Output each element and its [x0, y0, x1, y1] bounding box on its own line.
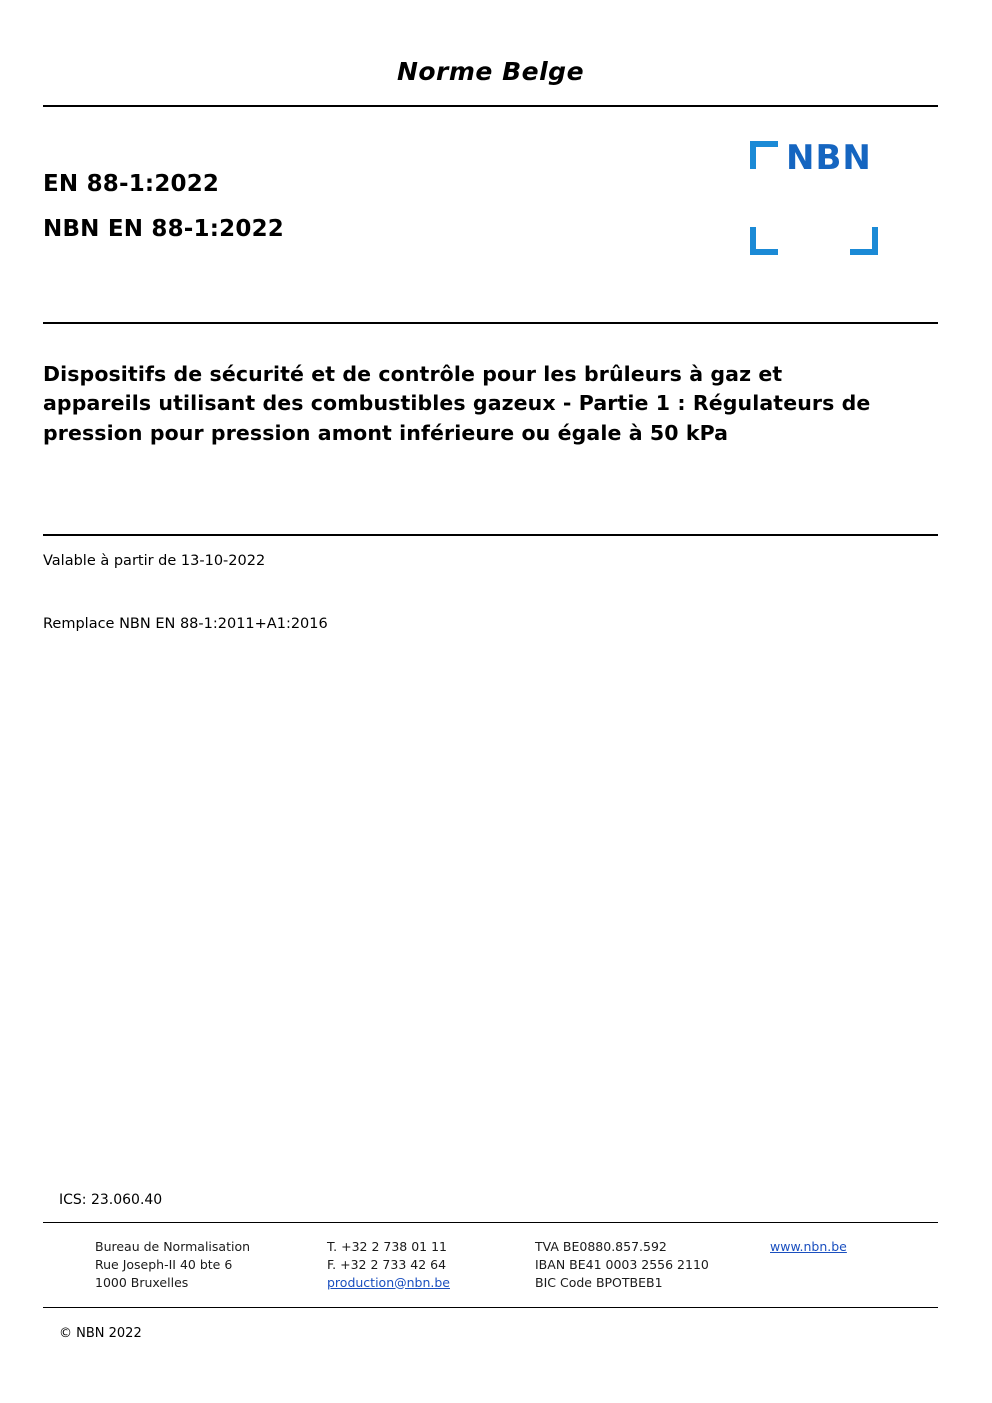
footer-divider	[43, 1307, 938, 1308]
footer-fiscal	[535, 1238, 770, 1291]
footer-fax: F. +32 2 733 42 64	[327, 1256, 447, 1272]
footer-bic: BIC Code BPOTBEB1	[535, 1274, 663, 1290]
footer-address-line3: 1000 Bruxelles	[95, 1274, 189, 1290]
valid-from-text: Valable à partir de 13-10-2022	[43, 552, 266, 569]
en-reference: EN 88-1:2022	[43, 171, 220, 197]
footer-iban: IBAN BE41 0003 2556 2110	[535, 1256, 709, 1272]
nbn-logo	[750, 131, 890, 261]
footer-website-link[interactable]: www.nbn.be	[770, 1239, 847, 1254]
reference-logo-zone	[43, 107, 938, 322]
standard-subject-title: Dispositifs de sécurité et de contrôle pour les brûleurs à gaz et appareils utilisant des combustibles gazeux - Partie 1 : Régulateurs de pression pour pression amont inférieure ou égale à 50 kPa	[43, 362, 871, 445]
nbn-reference: NBN EN 88-1:2022	[43, 216, 284, 242]
replaces-text: Remplace NBN EN 88-1:2011+A1:2016	[43, 615, 328, 632]
logo-corner-bottom-right-icon	[850, 227, 878, 255]
page-content	[43, 0, 938, 1403]
footer-address	[95, 1238, 327, 1291]
document-type-title: Norme Belge	[396, 57, 585, 86]
logo-corner-bottom-left-icon	[750, 227, 778, 255]
copyright-text: © NBN 2022	[59, 1326, 142, 1341]
footer-website	[770, 1238, 890, 1291]
footer-email-link[interactable]: production@nbn.be	[327, 1274, 450, 1290]
footer-address-line1: Bureau de Normalisation	[95, 1239, 251, 1254]
footer-contact	[327, 1238, 535, 1291]
footer-phone: T. +32 2 738 01 11	[327, 1239, 447, 1254]
validity-block	[43, 536, 938, 632]
logo-corner-top-left-icon	[750, 141, 778, 169]
footer-columns	[43, 1238, 938, 1291]
ics-code: ICS: 23.060.40	[59, 1192, 163, 1208]
logo-wordmark: NBN	[786, 138, 872, 178]
page-footer	[43, 1238, 938, 1291]
reference-block	[43, 171, 284, 261]
ics-divider	[43, 1222, 938, 1223]
footer-address-line2: Rue Joseph-II 40 bte 6	[95, 1256, 233, 1272]
footer-vat: TVA BE0880.857.592	[535, 1239, 667, 1254]
